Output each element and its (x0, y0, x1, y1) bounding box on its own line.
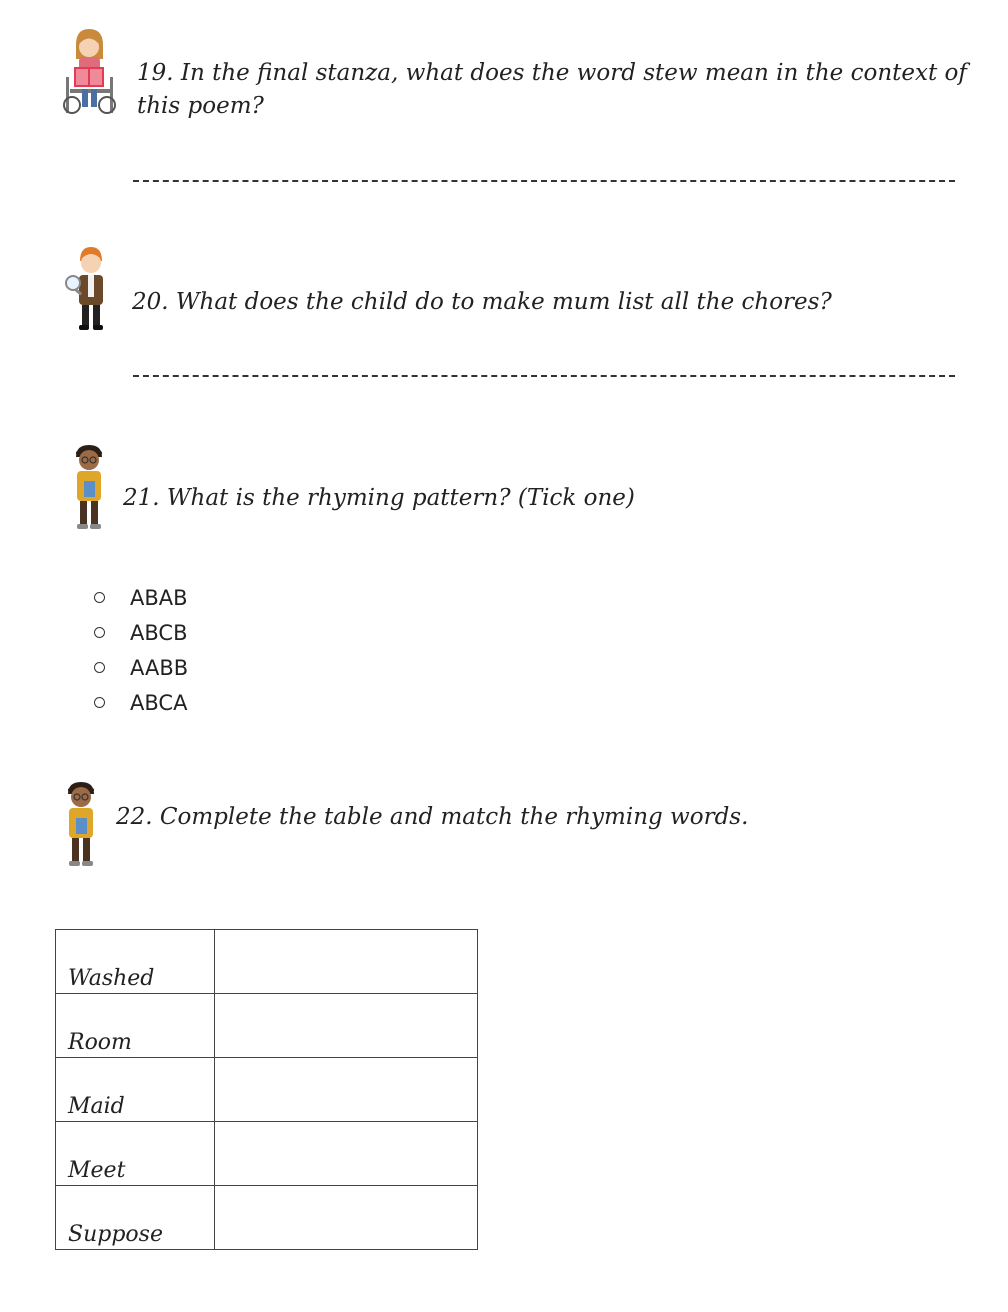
radio-circle-icon[interactable] (94, 662, 105, 673)
option-item[interactable] (92, 650, 188, 685)
girl-reading-wheelchair-icon (62, 27, 118, 121)
question-21-text: 21. What is the rhyming pattern? (Tick one) (123, 485, 635, 511)
table-cell-word: Suppose (56, 1186, 215, 1250)
radio-circle-icon[interactable] (94, 592, 105, 603)
table-cell-answer[interactable] (215, 1058, 478, 1122)
table-row (56, 994, 478, 1058)
boy-holding-book-icon (70, 443, 108, 535)
question-22-text: 22. Complete the table and match the rhyming words. (116, 804, 749, 830)
option-label: ABCA (130, 690, 188, 715)
table-row (56, 1186, 478, 1250)
table-cell-word: Maid (56, 1058, 215, 1122)
option-item[interactable] (92, 685, 188, 720)
option-label: ABCB (130, 620, 188, 645)
option-label: ABAB (130, 585, 188, 610)
boy-magnifying-glass-icon (64, 245, 116, 337)
answer-line-q20[interactable] (133, 375, 955, 377)
rhyming-words-table (55, 929, 478, 1250)
table-cell-word: Washed (56, 930, 215, 994)
option-item[interactable] (92, 580, 188, 615)
boy-holding-book-icon (62, 780, 100, 872)
table-cell-word: Meet (56, 1122, 215, 1186)
question-20-text: 20. What does the child do to make mum list all the chores? (132, 289, 832, 315)
option-item[interactable] (92, 615, 188, 650)
option-label: AABB (130, 655, 189, 680)
table-cell-answer[interactable] (215, 1186, 478, 1250)
radio-circle-icon[interactable] (94, 697, 105, 708)
table-cell-word: Room (56, 994, 215, 1058)
table-cell-answer[interactable] (215, 994, 478, 1058)
rhyme-pattern-options (92, 580, 188, 720)
table-row (56, 1058, 478, 1122)
answer-line-q19[interactable] (133, 180, 955, 182)
table-row (56, 1122, 478, 1186)
radio-circle-icon[interactable] (94, 627, 105, 638)
table-row (56, 930, 478, 994)
table-cell-answer[interactable] (215, 1122, 478, 1186)
question-19-text: 19. In the final stanza, what does the word stew mean in the context of this poem? (137, 60, 967, 119)
table-cell-answer[interactable] (215, 930, 478, 994)
